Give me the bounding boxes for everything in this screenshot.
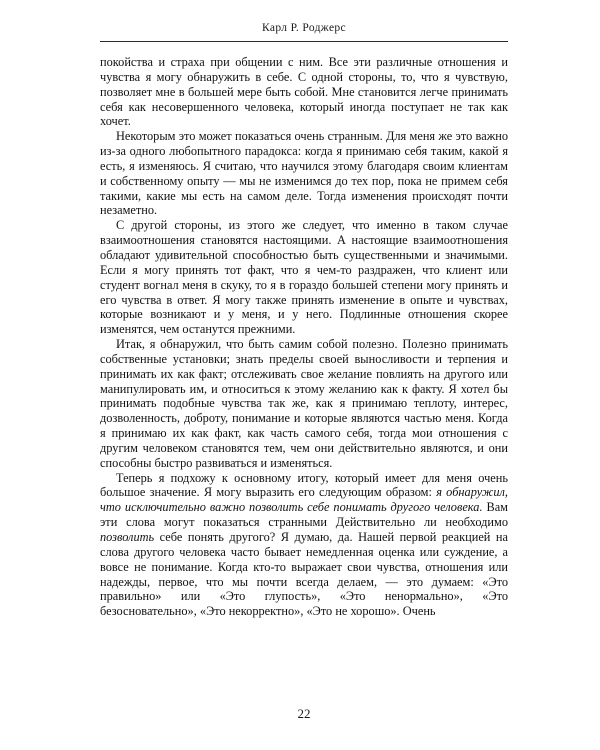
emphasis-text: позволить bbox=[100, 530, 155, 544]
header-divider bbox=[100, 41, 508, 42]
body-text-run: покойства и страха при общении с ним. Все эти различные отношения и чувства я могу обнаружить в себе. С одной стороны, то, что я чувствую, позволяет мне в большей мере быть собой. Мне становится легче принимать себя как несовершенного человека, который иногда поступает не так как хочет. bbox=[100, 55, 508, 129]
paragraph bbox=[100, 55, 508, 129]
body-text-run: Вам эти слова могут показаться странными Действительно ли необходимо bbox=[100, 500, 508, 530]
body-text-run: С другой стороны, из этого же следует, что именно в таком случае взаимоотношения становятся настоящими. А настоящие взаимоотношения обладают удивительной способностью быть существенными и значимыми. Если я могу принять тот факт, что я чем-то раздражен, что клиент или студент вогнал меня в скуку, то я в гораздо большей степени могу принять и его чувства в ответ. Я могу также принять изменение в опыте и чувствах, которые возникают и у меня, и у него. Подлинные отношения скорее изменятся, чем останутся прежними. bbox=[100, 218, 508, 337]
body-text-run: себе понять другого? Я думаю, да. Нашей первой реакцией на слова другого человека часто бывает немедленная оценка или суждение, а вовсе не понимание. Когда кто-то выражает свои чувства, отношения или надежды, первое, что мы почти всегда делаем, — это думаем: «Это правильно» или «Это глупость», «Это ненормально», «Это безосновательно», «Это некорректно», «Это не хорошо». Очень bbox=[100, 530, 508, 619]
paragraph bbox=[100, 218, 508, 337]
running-head: Карл Р. Роджерс bbox=[262, 22, 346, 34]
body-text-run: Некоторым это может показаться очень странным. Для меня же это важно из-за одного любопытного парадокса: когда я принимаю себя таким, какой я есть, я изменяюсь. Я считаю, что научился этому благодаря своим клиентам и собственному опыту — мы не изменимся до тех пор, пока не примем себя такими, какие мы есть на самом деле. Тогда изменения происходят почти незаметно. bbox=[100, 129, 508, 218]
body-text-run: Теперь я подхожу к основному итогу, который имеет для меня очень большое значение. Я могу выразить его следующим образом: bbox=[100, 470, 508, 500]
page-body-text bbox=[100, 55, 508, 619]
emphasis-text: я обнаружил, что исключительно важно позволить себе понимать другого человека. bbox=[100, 485, 509, 515]
page-number: 22 bbox=[297, 706, 311, 721]
body-text-run: Итак, я обнаружил, что быть самим собой полезно. Полезно принимать собственные установки; знать пределы своей выносливости и терпения и принимать их как факт; отслеживать свое желание повлиять на другого или манипулировать им, и относиться к этому желанию как к факту. Я хотел бы принимать подобные чувства так же, как я принимаю теплоту, интерес, дозволенность, доброту, понимание и которые являются частью меня. Когда я принимаю их как факт, как часть самого себя, тогда мои отношения с другим человеком становятся тем, чем они действительно являются, и они способны быстро развиваться и изменяться. bbox=[100, 337, 508, 470]
paragraph bbox=[100, 129, 508, 218]
paragraph bbox=[100, 337, 508, 471]
paragraph bbox=[100, 471, 508, 619]
